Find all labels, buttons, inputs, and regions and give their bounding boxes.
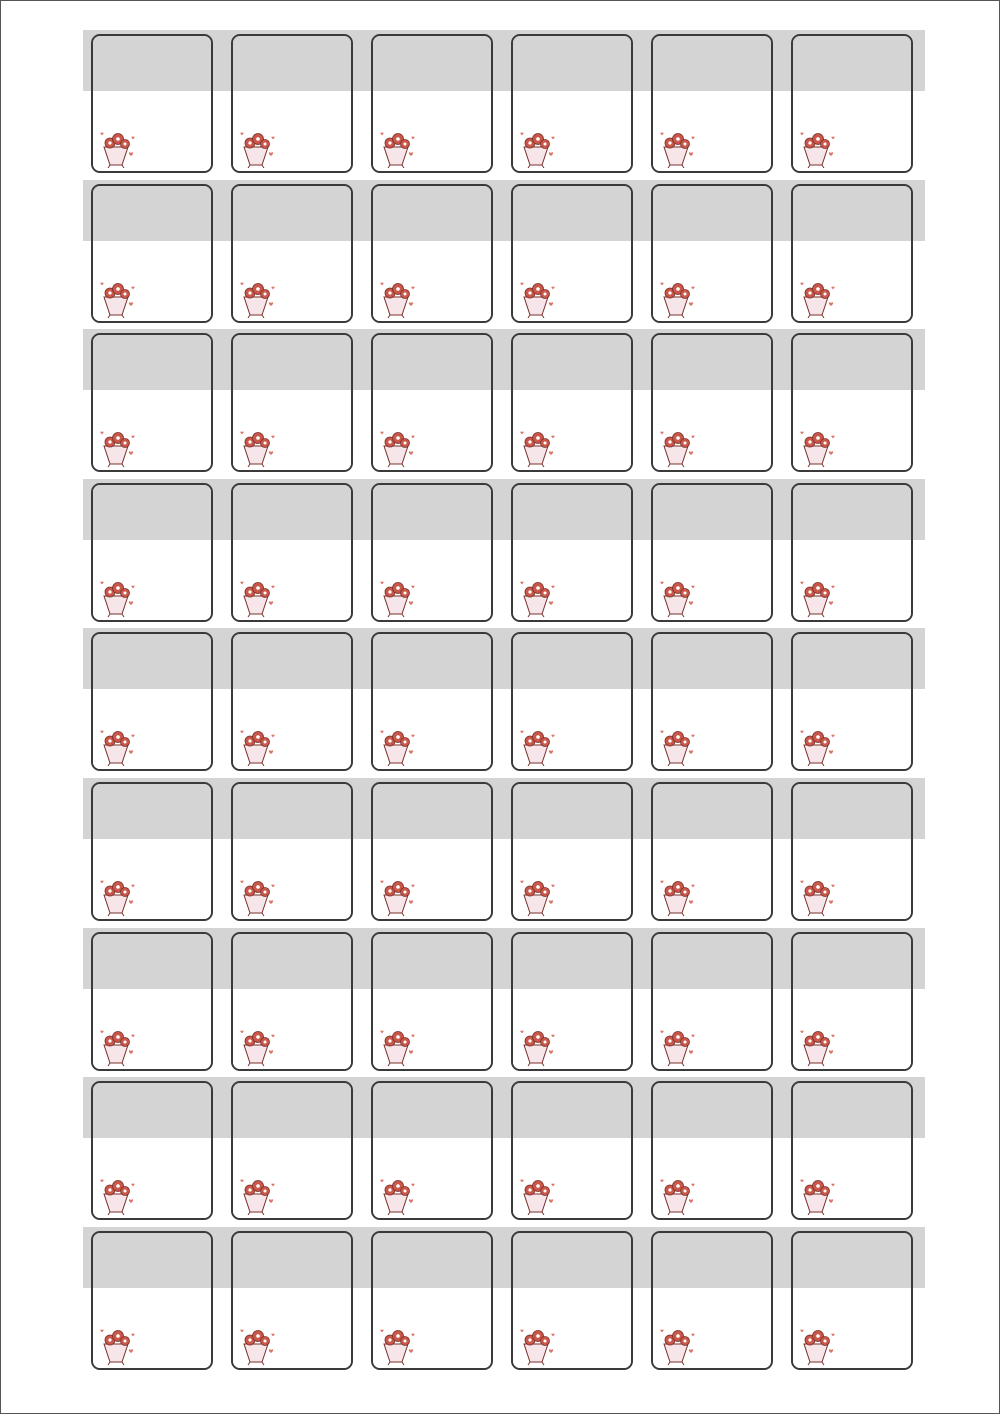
label-title-area [233, 485, 351, 540]
sticker-label [231, 333, 353, 472]
label-title-area [653, 634, 771, 689]
bouquet-sticker-icon [658, 725, 698, 767]
label-title-area [373, 186, 491, 241]
sticker-label [371, 483, 493, 622]
bouquet-sticker-icon [798, 277, 838, 319]
sticker-label [511, 632, 633, 771]
label-title-area [93, 36, 211, 91]
bouquet-sticker-icon [238, 426, 278, 468]
sticker-label [91, 34, 213, 173]
bouquet-sticker-icon [378, 1324, 418, 1366]
sticker-label [371, 1231, 493, 1370]
label-title-area [233, 1233, 351, 1288]
label-title-area [513, 186, 631, 241]
sticker-label [371, 1081, 493, 1220]
label-title-area [653, 335, 771, 390]
sticker-label [791, 1081, 913, 1220]
label-title-area [793, 335, 911, 390]
bouquet-sticker-icon [98, 725, 138, 767]
bouquet-sticker-icon [98, 875, 138, 917]
label-title-area [233, 335, 351, 390]
bouquet-sticker-icon [378, 875, 418, 917]
bouquet-sticker-icon [378, 1174, 418, 1216]
bouquet-sticker-icon [378, 1025, 418, 1067]
bouquet-sticker-icon [658, 127, 698, 169]
bouquet-sticker-icon [98, 127, 138, 169]
sticker-label [791, 34, 913, 173]
label-title-area [93, 934, 211, 989]
bouquet-sticker-icon [798, 127, 838, 169]
label-title-area [513, 1233, 631, 1288]
label-title-area [653, 934, 771, 989]
sticker-label [511, 1231, 633, 1370]
bouquet-sticker-icon [658, 1025, 698, 1067]
label-title-area [373, 784, 491, 839]
label-title-area [93, 784, 211, 839]
sticker-label [511, 782, 633, 921]
label-title-area [93, 1233, 211, 1288]
label-title-area [233, 186, 351, 241]
bouquet-sticker-icon [518, 875, 558, 917]
sticker-label [371, 782, 493, 921]
sticker-label [371, 333, 493, 472]
bouquet-sticker-icon [378, 725, 418, 767]
label-title-area [653, 36, 771, 91]
sticker-label [511, 34, 633, 173]
bouquet-sticker-icon [798, 1174, 838, 1216]
bouquet-sticker-icon [798, 426, 838, 468]
label-title-area [793, 1233, 911, 1288]
sticker-label [91, 1081, 213, 1220]
bouquet-sticker-icon [658, 426, 698, 468]
sticker-label [791, 333, 913, 472]
label-title-area [793, 36, 911, 91]
sticker-label [791, 1231, 913, 1370]
bouquet-sticker-icon [238, 875, 278, 917]
label-title-area [653, 784, 771, 839]
bouquet-sticker-icon [798, 576, 838, 618]
sticker-label [511, 483, 633, 622]
label-title-area [233, 934, 351, 989]
bouquet-sticker-icon [658, 1174, 698, 1216]
label-title-area [793, 934, 911, 989]
sticker-label [651, 483, 773, 622]
label-title-area [653, 485, 771, 540]
bouquet-sticker-icon [238, 1025, 278, 1067]
label-title-area [653, 186, 771, 241]
sticker-label [91, 782, 213, 921]
label-title-area [793, 485, 911, 540]
label-title-area [373, 934, 491, 989]
sticker-label [791, 632, 913, 771]
bouquet-sticker-icon [238, 1324, 278, 1366]
bouquet-sticker-icon [238, 277, 278, 319]
sticker-label [511, 184, 633, 323]
sticker-label [231, 932, 353, 1071]
sticker-label [91, 333, 213, 472]
label-title-area [373, 335, 491, 390]
bouquet-sticker-icon [518, 1324, 558, 1366]
label-title-area [373, 1233, 491, 1288]
bouquet-sticker-icon [518, 1025, 558, 1067]
sticker-label [791, 782, 913, 921]
sticker-label [231, 184, 353, 323]
sticker-label [651, 1081, 773, 1220]
bouquet-sticker-icon [98, 1174, 138, 1216]
sticker-label [791, 184, 913, 323]
label-title-area [93, 485, 211, 540]
sticker-label [231, 782, 353, 921]
bouquet-sticker-icon [658, 875, 698, 917]
sticker-label [791, 483, 913, 622]
label-title-area [93, 634, 211, 689]
bouquet-sticker-icon [518, 277, 558, 319]
sticker-label [231, 1081, 353, 1220]
label-title-area [373, 36, 491, 91]
sticker-label [91, 184, 213, 323]
bouquet-sticker-icon [798, 875, 838, 917]
sticker-label [511, 1081, 633, 1220]
bouquet-sticker-icon [378, 576, 418, 618]
label-title-area [513, 634, 631, 689]
label-title-area [373, 1083, 491, 1138]
sticker-label [231, 483, 353, 622]
bouquet-sticker-icon [98, 426, 138, 468]
label-title-area [793, 634, 911, 689]
bouquet-sticker-icon [238, 127, 278, 169]
label-title-area [233, 784, 351, 839]
label-title-area [513, 934, 631, 989]
bouquet-sticker-icon [98, 277, 138, 319]
bouquet-sticker-icon [798, 1025, 838, 1067]
sticker-label [231, 1231, 353, 1370]
bouquet-sticker-icon [378, 127, 418, 169]
bouquet-sticker-icon [518, 1174, 558, 1216]
label-title-area [233, 36, 351, 91]
label-title-area [513, 784, 631, 839]
bouquet-sticker-icon [798, 725, 838, 767]
label-title-area [513, 36, 631, 91]
bouquet-sticker-icon [98, 1025, 138, 1067]
sticker-label [651, 782, 773, 921]
sticker-label [651, 333, 773, 472]
label-title-area [513, 335, 631, 390]
label-title-area [373, 485, 491, 540]
sticker-label [651, 1231, 773, 1370]
sticker-label [91, 1231, 213, 1370]
label-title-area [233, 1083, 351, 1138]
sticker-label [91, 483, 213, 622]
sticker-label [231, 632, 353, 771]
sticker-label [511, 932, 633, 1071]
label-title-area [233, 634, 351, 689]
sticker-label [371, 932, 493, 1071]
sticker-label [231, 34, 353, 173]
label-title-area [93, 186, 211, 241]
sticker-label [651, 184, 773, 323]
sticker-label [91, 932, 213, 1071]
label-title-area [793, 1083, 911, 1138]
label-title-area [653, 1083, 771, 1138]
sticker-label [511, 333, 633, 472]
bouquet-sticker-icon [98, 576, 138, 618]
bouquet-sticker-icon [658, 277, 698, 319]
bouquet-sticker-icon [518, 576, 558, 618]
label-title-area [373, 634, 491, 689]
label-title-area [793, 186, 911, 241]
bouquet-sticker-icon [378, 277, 418, 319]
bouquet-sticker-icon [238, 576, 278, 618]
label-title-area [653, 1233, 771, 1288]
bouquet-sticker-icon [518, 725, 558, 767]
sticker-label [651, 34, 773, 173]
bouquet-sticker-icon [518, 127, 558, 169]
bouquet-sticker-icon [238, 725, 278, 767]
label-title-area [93, 1083, 211, 1138]
sticker-label [371, 632, 493, 771]
label-title-area [513, 1083, 631, 1138]
bouquet-sticker-icon [98, 1324, 138, 1366]
bouquet-sticker-icon [378, 426, 418, 468]
sticker-label [651, 632, 773, 771]
bouquet-sticker-icon [658, 576, 698, 618]
label-title-area [513, 485, 631, 540]
label-title-area [93, 335, 211, 390]
sticker-label [91, 632, 213, 771]
bouquet-sticker-icon [238, 1174, 278, 1216]
sticker-label [651, 932, 773, 1071]
sticker-label [371, 34, 493, 173]
bouquet-sticker-icon [518, 426, 558, 468]
bouquet-sticker-icon [798, 1324, 838, 1366]
sticker-label [371, 184, 493, 323]
sticker-label [791, 932, 913, 1071]
bouquet-sticker-icon [658, 1324, 698, 1366]
label-title-area [793, 784, 911, 839]
